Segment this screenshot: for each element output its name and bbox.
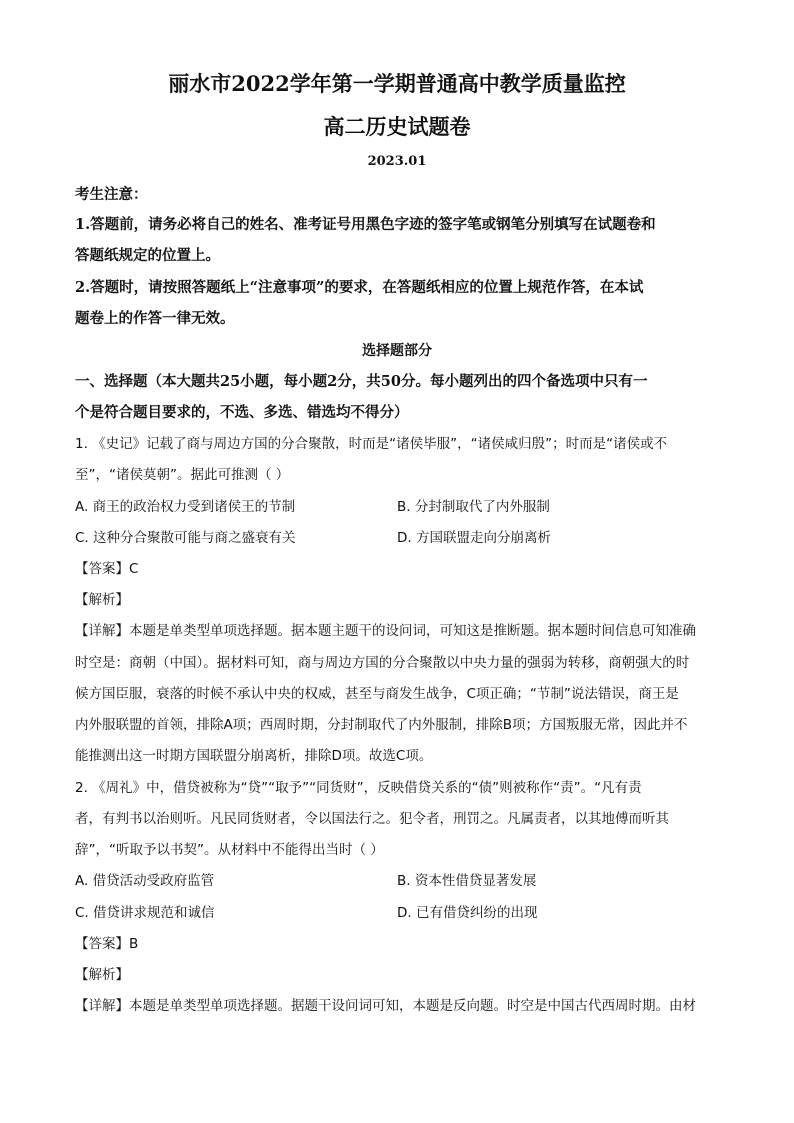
exam-date: 2023.01	[367, 154, 427, 169]
q2-option-c: C. 借贷讲求规范和诚信	[75, 905, 215, 921]
q1-detail-line2: 时空是：商朝（中国）。据材料可知，商与周边方国的分合聚散以中央力量的强弱为转移，商朝强大的时	[75, 655, 690, 671]
q1-answer: 【答案】C	[75, 561, 139, 577]
section-intro-line2: 个是符合题目要求的，不选、多选、错选均不得分）	[75, 404, 409, 421]
section-heading: 选择题部分	[362, 343, 432, 359]
exam-subtitle: 高二历史试题卷	[323, 114, 471, 139]
exam-title: 丽水市2022学年第一学期普通高中教学质量监控	[168, 71, 626, 96]
q1-option-a: A. 商王的政治权力受到诸侯王的节制	[75, 499, 296, 515]
q1-option-d: D. 方国联盟走向分崩离析	[397, 530, 551, 546]
q2-option-d: D. 已有借贷纠纷的出现	[397, 905, 538, 921]
q2-stem-line3: 辞”，“听取予以书契”。从材料中不能得出当时（ ）	[75, 842, 384, 858]
q1-stem-line2: 至”，“诸侯莫朝”。据此可推测（ ）	[75, 467, 290, 483]
q1-option-b: B. 分封制取代了内外服制	[397, 499, 550, 515]
notice-item2-line2: 题卷上的作答一律无效。	[75, 310, 235, 327]
q2-answer: 【答案】B	[75, 936, 139, 952]
q1-detail-line5: 能推测出这一时期方国联盟分崩离析，排除D项。故选C项。	[75, 748, 433, 764]
q2-detail-line1: 【详解】本题是单类型单项选择题。据题干设问词可知，本题是反向题。时空是中国古代西周时期。由材	[75, 998, 696, 1014]
notice-heading: 考生注意：	[75, 186, 148, 203]
notice-item1-line2: 答题纸规定的位置上。	[75, 247, 220, 264]
q1-stem-line1: 1. 《史记》记载了商与周边方国的分合聚散，时而是“诸侯毕服”，“诸侯咸归殷”；时而是“诸侯或不	[75, 436, 668, 452]
q2-stem-line1: 2. 《周礼》中，借贷被称为“贷”“取予”“同货财”，反映借贷关系的“债”则被称作“责”。“凡有责	[75, 780, 642, 796]
notice-item2-line1: 2.答题时，请按照答题纸上“注意事项”的要求，在答题纸相应的位置上规范作答，在本试	[75, 279, 644, 296]
q1-option-c: C. 这种分合聚散可能与商之盛衰有关	[75, 530, 296, 546]
notice-item1-line1: 1.答题前，请务必将自己的姓名、准考证号用黑色字迹的签字笔或钢笔分别填写在试题卷和	[75, 216, 656, 233]
q1-analysis-label: 【解析】	[75, 592, 129, 608]
q2-option-b: B. 资本性借贷显著发展	[397, 873, 537, 889]
q1-detail-line1: 【详解】本题是单类型单项选择题。据本题主题干的设问词，可知这是推断题。据本题时间信息可知准确	[75, 623, 696, 639]
q2-option-a: A. 借贷活动受政府监管	[75, 873, 215, 889]
q2-stem-line2: 者，有判书以治则听。凡民同货财者，令以国法行之。犯令者，刑罚之。凡属责者，以其地傅而听其	[75, 811, 669, 827]
section-intro-line1: 一、选择题（本大题共25小题，每小题2分，共50分。每小题列出的四个备选项中只有一	[75, 373, 648, 390]
q2-analysis-label: 【解析】	[75, 967, 129, 983]
q1-detail-line3: 候方国臣服，衰落的时候不承认中央的权威，甚至与商发生战争，C项正确；“节制”说法错误，商王是	[75, 686, 679, 702]
q1-detail-line4: 内外服联盟的首领，排除A项；西周时期，分封制取代了内外服制，排除B项；方国叛服无常，因此并不	[75, 717, 688, 733]
